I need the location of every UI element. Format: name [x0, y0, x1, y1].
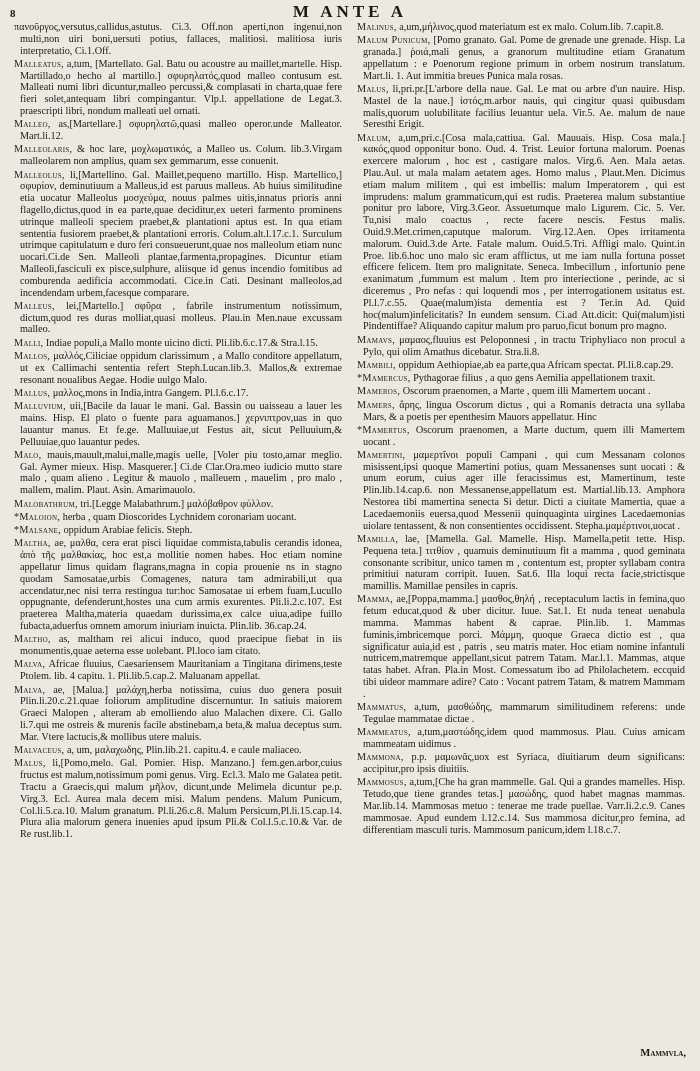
right-column: [357, 22, 685, 838]
entry-headword: Mammatus,: [357, 702, 407, 714]
dictionary-entry: [14, 119, 342, 143]
dictionary-entry: [14, 59, 342, 118]
dictionary-entry: [14, 512, 342, 524]
entry-text: li,[Martellino. Gal. Maillet,pequeno martillo. Hisp. Martellico,] σφυρίον, deminutiuum a Malleus,id est paruus malleus. Ab huius similitudine etia uocatur Malleolus μοσχεύμα, nouus palmes uitis,innatus prioris anni flagello,dictus,quod in ea parte,quae deciditur,ex ueteri farmento prominens utrinque malleoli speciem praebet,& plantationi aptus est. In qua etiam sententia fusiorem praebet,& plantationi erroris. Colum.alt.l.17.c.1. Surculum utrimque capitulatum e duro feri consueuerunt,quae nos malleolum etiam nunc uocari.Ci.de Sen. Malleoli plantae,farmenta,propagines. Dicuntur etiam Malleoli,fasciculi ex pisce,sulphure, aliisque id genus incendio fomitibus ad comburenda aedificia accommodati. Cice.in Cati. Desinant malleolos,ad incendendam urbem,facesque comparare.: [20, 169, 343, 299]
entry-headword: Malum Punicum,: [357, 35, 431, 47]
dictionary-entry: [357, 727, 685, 751]
dictionary-entry: [14, 525, 342, 537]
entry-text: Africae fluuius, Caesariensem Mauritaniam a Tingitana dirimens,teste Ptolem. lib. 4 capitu. 1. Pli.lib.5.cap.2. Maluanam appellat.: [20, 659, 342, 683]
entry-text: mauis,mauult,malui,malle,magis uelle, [Voler piu tosto,amar meglio. Gal. Aymer mieux. Hisp. Masquerer.] Ci.de Clar.Ora.meo iudicio mutto stare malo , quam alieno . Legitur & mauolo , malleuem , mauelim , pro malo , mallem, malim. Plaut. Asin. Amarimauolo.: [20, 449, 342, 497]
entry-headword: Malo,: [14, 449, 42, 461]
entry-headword: Mameros,: [357, 386, 401, 398]
entry-text: a,tum, μασθώδης, mammarum similitudinem referens: unde Tegulae mammatae dictae .: [363, 702, 686, 725]
entry-headword: Malinus,: [357, 22, 397, 33]
entry-text: [Pomo granato. Gal. Pome de grenade une grenade. Hisp. La granada.] ῥοιά,mali genus, a granorum multitudine etiam Granatum appellatum : e Poenorum regione primum in orbem nostrum translatum. Mart.li. 1. Aut immitia breues Punica mala rosas.: [363, 35, 685, 82]
entry-headword: Malus,: [357, 83, 389, 95]
entry-headword: Malobathrum,: [14, 498, 78, 510]
entry-text: lei,[Martello.] σφῦρα , fabrile instrumentum notissimum, dictum,quod res duras molliat,quasi molleus. Plau.in Men.naue excussam malleo.: [20, 300, 342, 336]
entry-headword: Malluvium,: [14, 401, 66, 413]
dictionary-entry: [14, 170, 342, 300]
entry-headword: Mallos,: [14, 351, 51, 363]
entry-text: ae, [Malua.] μαλάχη,herba notissima, cuius duo genera posuit Plin.li.20.c.21.quae foliorum amplitudine discernuntur. In satiuis maiorem Graeci Malopen , alteram ab emolliendo aluo Malachen dixere. Ci. Gallo li.7.qui me ostreis & murenis facile abstinebam,a beta,& malua deceptus sum. Mar. Vtere lactucis,& mollibus utere maluis.: [20, 684, 343, 743]
entry-headword: Malleatus,: [14, 58, 64, 70]
entry-headword: Malum,: [357, 132, 392, 144]
entry-headword: Mambili,: [357, 359, 396, 371]
page-number: 8: [10, 8, 16, 20]
dictionary-entry: [357, 22, 685, 34]
dictionary-entry: [357, 425, 685, 449]
entry-text: μαλλος,mons in India,intra Gangem. Pl.l.6.c.17.: [52, 387, 249, 399]
dictionary-entry: [14, 301, 342, 336]
entry-text: a, um, μαλαχωδης, Plin.lib.21. capitu.4. e caule maliaceo.: [66, 745, 302, 757]
dictionary-entry: [14, 659, 342, 683]
dictionary-entry: [357, 534, 685, 593]
entry-text: herba , quam Dioscorides Lychnidem coronariam uocant.: [62, 511, 297, 523]
entry-headword: *Maloion,: [14, 511, 61, 523]
entry-text: li,[Pomo,melo. Gal. Pomier. Hisp. Manzano.] fem.gen.arbor,cuius fructus est malum,notissimum pomi genus. Virg. Ecl.3. Malo me Galatea petit. Tractu a Graecis,qui malum μῆλον, dicunt,unde Melimela dicuntur pe.p. Virg.3. Ecl. Aurea mala decem misi. Malum pendens. Malum Punicum, Col.li.5.ca.10. Malum granatum. Pl.li.26.c.8. Malum Persicum,Pl.li.15.cap.14. Plura alia malorum genera inuenies apud ipsum Pli.& Col.l.5.c.10.& Var. de Re rust.lib.1.: [20, 758, 342, 841]
dictionary-entry: [357, 133, 685, 334]
entry-text: tri.[Legge Malabathrum.] μαλόβαθρον φύλλον.: [80, 498, 274, 510]
entry-text: ae,[Poppa,mamma.] μασθος,θηλή , receptaculum lactis in femina,quo fetum educat,quod & uber dicitur. Iuue. Sat.1. Et nuda teneat uenabula mamma. Mammas habent & caprae. Plin.lib. 1. Mammas fuminis,imbricemque porci. Μάμμη, quoque Graeca dictio est , qua significatur auia,id est , patris , seu matris mater. Hoc etiam nomine infantuli nutricem,matremque appellant,sicut patrem Tatam. Mar.l.1. Mammas, atque tatas habet. Afran. Pla.in Most. Comessatum ibo ad Philolachetem. eccquid tibi uideor mammare adire? Cato : Vocant patrem Tatam, & matrem Mammam .: [363, 594, 686, 700]
entry-headword: Mallus,: [14, 387, 51, 399]
entry-text: li,pri.pr.[L'arbore della naue. Gal. Le mat ou arbre d'un nauire. Hisp. Mastel de la naue.] ἱστός,m.arbor nauis, qui cingitur quasi quibusdam malis,quorum uolubilitate facilius leuantur uela. Vir.5. Ae. malum de naue Seresthi Erigit.: [363, 83, 685, 131]
entry-text: Oscorum praenomen, a Marte ductum, quem illi Mamertem uocant .: [363, 424, 685, 448]
entry-text: oppidum Arabiae felicis. Steph.: [63, 525, 193, 537]
entry-text: πανοῦργος,versutus,callidus,astutus. Ci.3. Off.non aperti,non ingenui,non multi,non uiri boni,uersuti potius, fallaces, malitiosi. malitiosa iuris interpretatio, Ci.1.Off.: [14, 22, 342, 57]
dictionary-entry: [357, 594, 685, 700]
entry-headword: Malleolus,: [14, 169, 65, 181]
dictionary-entry: [14, 351, 342, 386]
entry-headword: Maltho,: [14, 634, 51, 646]
entry-headword: *Mamercus,: [357, 373, 411, 385]
dictionary-entry: [357, 360, 685, 372]
dictionary-entry: [14, 450, 342, 497]
dictionary-entry: [357, 752, 685, 776]
entry-text: a,um,pri.c.[Cosa mala,cattiua. Gal. Mauuais. Hisp. Cosa mala.] κακός,quod opponitur bono. Oud. 4. Trist. Leuior fortuna malorum. Poenas exercere malorum , hoc est , castigare malos. Virg.6. Aen. Mala aetas. Plau.Aul. ut mala malam aetatem ages. Homo malus , Plaut.Men. Dicimus etiam malum militem , qui est imbellis: malum Imperatorem , qui est imprudens: malum grammaticum,qui est rudis. Praeterea malum substantiue ponitur pro labore, Virg.3.Geor. Assuetumque malo Ligurem. Cic. 5. Ver. Tu,nisi malo coactus , recte facere nescis. Festus malis. Ouid.9.Met.crimen,caputque malorum. Virg.12.Aen. Opes irritamenta malorum. Ouid.3.de Arte. Fatale malum. Ouid.5.Tri. Affligi malo. Quint.in Proe. lib.6.hoc uno malo sic eram afflictus, ut me iam nulla fortuna posset efficere felicem. Item pro malignitate. Seneca. Imbecillum , infortunio pene exanimatum ,fummum est malum . Item pro interiectione , perinde, ac si diceremus , Pro nefas : qui loquendi mos , per interrogationem usitatus est. Pl.l.7.c.55. Quae(malum)ista dementia est ? Ter.in Ad. Quid hoc(malum)infelicitatis? In eundem sensum. Ci.ad Att.dicit: Qui(malum)isti Pindentiffae? Aliquando capitur malum pro paruo,ficut bonum pro magno.: [363, 132, 685, 333]
entry-headword: *Malsane,: [14, 525, 62, 537]
dictionary-entry: [14, 144, 342, 168]
entry-headword: Malleolaris,: [14, 144, 73, 156]
entry-headword: Maltha,: [14, 538, 51, 550]
dictionary-entry: [357, 400, 685, 424]
entry-headword: Mammeatus,: [357, 727, 411, 739]
entry-text: a,um,μήλινος,quod materiatum est ex malo. Colum.lib. 7.capit.8.: [399, 22, 664, 33]
entry-text: a,tum,[Che ha gran mammelle. Gal. Qui a grandes mamelles. Hisp. Tetudo,que tiene grandes tetas.] μασώδης, quod habet magnas mammas. Mar.lib.14. Mammosas metuo : tenerae me trade puellae. Varr.li.2.c.9. Canes mammosae. Apud eundem l.12.c.14. Sus mammosa dicitur,pro femina, ad differentiam masculi turis. Mammosum panicum,idem l.18.c.7.: [363, 777, 685, 836]
entry-text: as, maltham rei alicui induco, quod praecipue fiebat in iis monumentis,quae aeterna esse uolebant. Pl.loco iam citato.: [20, 634, 342, 658]
entry-text: Oscorum praenomen, a Marte , quem illi Mamertem uocant .: [402, 386, 651, 398]
entry-text: & hoc lare, μοχλωματικός, a Malleo us. Colum. lib.3.Virgam malleolarem non amplius, quam sex gemmarum, esse conuenit.: [20, 144, 343, 168]
entry-text: ἄρης, lingua Oscorum dictus , qui a Romanis detracta una syllaba Mars, & a poetis per epenthesim Mauors appellatur. Hinc: [363, 399, 685, 423]
entry-text: ae, μαλθα, cera erat pisci liquidae commista,tabulis cerandis idonea, ἀπὸ τῆς μαλθακίας, hoc est,a mollitie nomen habes. Hoc etiam nomine appellatur limus quidam flagrans,magna in copia prouenie ns in stagno quodam Samosatae,urbis Comagenes, natura tam admirabili,ut qua accendatur,nec nisi terra restingua tur:hoc Samosatae ui erbem fuam,Lucullo oppugnante, defenderunt,hostes una cum armis exurentes. Pli.li.2.c.107. Est praeterea Maltha,materia quaedam durissima,ex calce uiua,adipe fuillo fubacta,aduerfus omnem amorum iniuriam inuicta. Plin.lib. 36.cap.24.: [20, 538, 342, 633]
dictionary-entry: [14, 338, 342, 350]
left-column: [14, 22, 342, 842]
entry-headword: *Mamertus,: [357, 424, 410, 436]
entry-text: Pythagorae filius , a quo gens Aemilia appellationem traxit.: [413, 373, 656, 385]
dictionary-entry: [14, 401, 342, 448]
entry-text: Indiae populi,a Mallo monte uicino dicti. Pli.lib.6.c.17.& Stra.l.15.: [45, 337, 318, 349]
entry-text: μαμερτῖνοι populi Campani , qui cum Messanam colonos misissent,ipsi quoque Mamertini potius, quam Messanenses sunt uocati : & unum eorum, cuius ager ille feracissimus est, Mamertinum, teste Plin.lib.14.cap.6. non Messanense,appellatum est. Martial.lib.13. Amphora Nestorea tibi mamertina senecta Si detur. Dicti a ciuitate Mamertia, quae a Lacedaemoniis euersa,quod Messenii quinquaginta uirgines Lacedaemonias uiolare tentassent, & non consentientes occidissent. Stepha.μαμέρτινοι,uocat .: [363, 449, 685, 532]
dictionary-entry: [357, 386, 685, 398]
dictionary-entry: [14, 685, 342, 744]
dictionary-entry: [357, 35, 685, 82]
dictionary-entry: [14, 388, 342, 400]
catchword: Mammvla,: [640, 1048, 686, 1059]
entry-text: oppidum Aethiopiae,ab ea parte,qua Africam spectat. Pl.li.8.cap.29.: [398, 359, 674, 371]
entry-text: lae, [Mamella. Gal. Mamelle. Hisp. Mamella,petit tette. Hisp. Pequena teta.] τιτθίον , quamuis deminutiuum fit a mamma , quod geminata consonante scribitur, unico tamen m , contentum est, propter syllabam contra primitiui naturam corripit. Iuuen. Sat.6. Illa loqui recta facie,strictisque mamillis. Mamillae pensiles in capris.: [363, 533, 686, 593]
entry-text: p.p. μαμωνᾶς,uox est Syriaca, diuitiarum deum significans: accipitur,pro ipsis diuitiis.: [363, 752, 685, 776]
entry-headword: Mamavs,: [357, 334, 396, 346]
entry-headword: Mamilla,: [357, 533, 399, 545]
entry-headword: Malleo,: [14, 119, 51, 131]
entry-headword: Malvaceus,: [14, 745, 65, 757]
dictionary-entry: [357, 373, 685, 385]
dictionary-entry: [357, 702, 685, 726]
entry-text: as,[Martellare.] σφυρηλατῶ,quasi malleo operor.unde Malleator. Mart.li.12.: [20, 119, 342, 143]
dictionary-entry: [357, 335, 685, 359]
entry-text: μαμαος,fluuius est Peloponnesi , in tractu Triphyliaco non procul a Pylo, qui olim Amathus dicebatur. Stra.li.8.: [363, 334, 685, 358]
entry-headword: Malus,: [14, 758, 46, 770]
dictionary-entry: [14, 538, 342, 632]
entry-text: a,tum,μαστώδης,idem quod mammosus. Plau. Cuius amicam mammeatam uidimus .: [363, 727, 686, 751]
dictionary-entry: [357, 450, 685, 533]
dictionary-entry: [14, 499, 342, 511]
dictionary-entry: [14, 745, 342, 757]
dictionary-entry: [14, 758, 342, 841]
entry-text: a,tum, [Martellato. Gal. Batu ou acoustre au maillet,martelle. Hisp. Martillado,o hecho al martillo.] σφυρηλατός,quod malleo contusum est. Malleati numi libri dicuntur,malleo percussi,& complasati in charta,quae fere fieri solet,antequam libri compingantur. Vlp.l. appellatione de Legat.3. praescripti libri, nondum malleati uel ornati.: [20, 58, 343, 118]
dictionary-entry: [357, 84, 685, 131]
dictionary-entry: [357, 777, 685, 836]
entry-headword: Mammosus,: [357, 777, 407, 789]
entry-text: μαλλός,Ciliciae oppidum clarissimum , a Mallo conditore appellatum, ut ex Callimachi sententia refert Steph.Lucan.lib.3. Mallos,& extremae resonant noualibus Aegae. Hodie uulgo Malo.: [20, 351, 342, 386]
entry-headword: Mamma,: [357, 594, 393, 606]
entry-text: uii,[Bacile da lauar le mani. Gal. Bassin ou uaisseau a lauer les mains. Hisp. El plato o fuente para aguamanos.] χερνιπτρον,uas in quo lauantur manus. Et fe.ge. Malluuiae,ut Festus ait, sicut Pelluuium,& Pelluuiae,quo lauantur pedes.: [20, 401, 342, 448]
entry-headword: Malli,: [14, 337, 44, 349]
dictionary-entry: [14, 634, 342, 658]
dictionary-entry: [14, 22, 342, 57]
entry-headword: Malleus,: [14, 300, 55, 312]
entry-headword: Mamertini,: [357, 449, 406, 461]
entry-headword: Malva,: [14, 659, 46, 671]
entry-headword: Mamers,: [357, 399, 395, 411]
entry-headword: Malva,: [14, 684, 46, 696]
entry-headword: Mammona,: [357, 752, 404, 764]
running-head: M ANTE A: [292, 2, 408, 21]
